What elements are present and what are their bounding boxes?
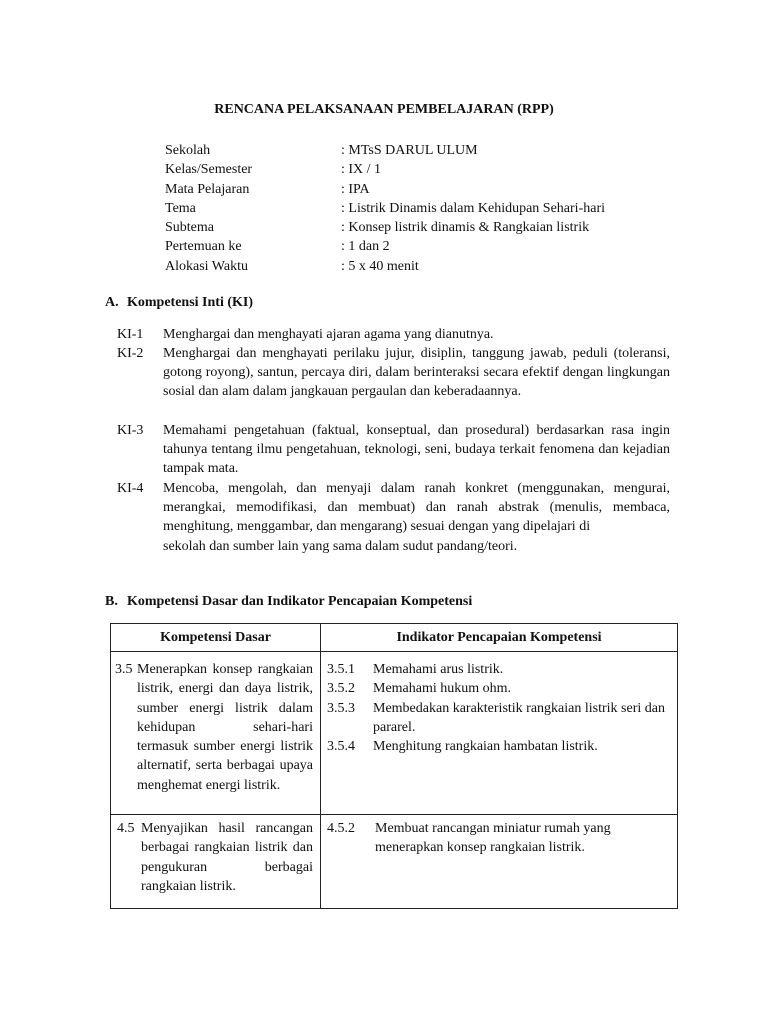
column-header-indicator: Indikator Pencapaian Kompetensi (321, 624, 678, 652)
section-title: Kompetensi Inti (KI) (127, 295, 253, 310)
identity-value: : Listrik Dinamis dalam Kehidupan Sehari-hari (341, 201, 605, 216)
indicator-text: Memahami hukum ohm. (373, 681, 512, 697)
identity-label: Pertemuan ke (165, 239, 242, 254)
indicator-number: 4.5.2 (327, 821, 355, 836)
column-header-kd: Kompetensi Dasar (111, 624, 321, 652)
ki-code: KI-2 (117, 346, 144, 361)
document-title: RENCANA PELAKSANAAN PEMBELAJARAN (RPP) (214, 102, 554, 117)
identity-label: Mata Pelajaran (165, 182, 250, 197)
indicator-item (327, 737, 671, 756)
indicator-item (327, 699, 671, 738)
identity-value: : 1 dan 2 (341, 239, 390, 254)
section-title: Kompetensi Dasar dan Indikator Pencapaian Kompetensi (127, 594, 473, 609)
indicator-item (327, 819, 647, 858)
ki-text: Menghargai dan menghayati perilaku jujur, disiplin, tanggung jawab, peduli (toleransi, gotong royong), santun, percaya diri, dalam berinteraksi secara efektif dengan lingkungan sosial dan alam dalam jangkauan pergaulan dan keberadaannya. (163, 346, 670, 400)
ki-code: KI-1 (117, 327, 144, 342)
indicator-list (321, 815, 677, 858)
indicator-number: 3.5.4 (327, 739, 355, 755)
indicator-cell (321, 652, 678, 815)
ki-text: Menghargai dan menghayati ajaran agama yang dianutnya. (163, 327, 494, 342)
indicator-item (327, 679, 671, 698)
kd-content (111, 815, 320, 896)
section-a-heading (105, 295, 253, 311)
indicator-text: Membedakan karakteristik rangkaian listrik seri dan pararel. (373, 700, 665, 735)
kd-text: Menyajikan hasil rancangan berbagai rangkaian listrik dan pengukuran berbagai rangkaian listrik. (141, 821, 313, 894)
section-b-heading (105, 594, 472, 610)
indicator-cell (321, 815, 678, 909)
ki-text-part: Mencoba, mengolah, dan menyaji dalam ranah konkret (menggunakan, mengurai, merangkai, memodifikasi, dan membuat) dan ranah abstrak (menulis, membaca, menghitung, menggambar, dan mengarang) sesuai dengan yang dipelajari di (163, 481, 670, 535)
indicator-text: Memahami arus listrik. (373, 662, 504, 677)
indicator-list (321, 652, 677, 756)
identity-label: Tema (165, 201, 196, 216)
kd-cell (111, 652, 321, 815)
ki-text (163, 479, 670, 556)
identity-label: Alokasi Waktu (165, 259, 248, 274)
ki-text: Memahami pengetahuan (faktual, konseptual, dan prosedural) berdasarkan rasa ingin tahunya tentang ilmu pengetahuan, teknologi, seni, budaya terkait fenomena dan kejadian tampak mata. (163, 423, 670, 477)
table-header-row (111, 624, 678, 652)
identity-value: : 5 x 40 menit (341, 259, 419, 274)
identity-value: : IPA (341, 182, 370, 197)
indicator-number: 3.5.1 (327, 662, 355, 677)
kd-number: 3.5 (115, 662, 133, 677)
identity-value: : MTsS DARUL ULUM (341, 143, 478, 158)
table-row (111, 815, 678, 909)
indicator-number: 3.5.3 (327, 700, 355, 716)
ki-code: KI-3 (117, 423, 144, 438)
table-row (111, 652, 678, 815)
identity-value: : Konsep listrik dinamis & Rangkaian listrik (341, 220, 590, 235)
kd-cell (111, 815, 321, 909)
section-letter: B. (105, 594, 118, 609)
ki-code: KI-4 (117, 481, 144, 496)
identity-label: Kelas/Semester (165, 162, 253, 177)
kd-content (111, 652, 320, 795)
indicator-text: Membuat rancangan miniatur rumah yang menerapkan konsep rangkaian listrik. (375, 821, 611, 856)
kd-number: 4.5 (117, 821, 135, 836)
section-letter: A. (105, 295, 119, 310)
indicator-text: Menghitung rangkaian hambatan listrik. (373, 739, 598, 755)
identity-value: : IX / 1 (341, 162, 382, 177)
identity-label: Sekolah (165, 143, 211, 158)
ki-text-part: sekolah dan sumber lain yang sama dalam sudut pandang/teori. (163, 538, 518, 554)
indicator-item (327, 660, 671, 679)
identity-label: Subtema (165, 220, 214, 235)
kd-text: Menerapkan konsep rangkaian listrik, energi dan daya listrik, sumber energi listrik dalam kehidupan sehari-hari termasuk sumber energi listrik alternatif, serta berbagai upaya menghemat energi listrik. (137, 662, 313, 793)
indicator-number: 3.5.2 (327, 681, 355, 697)
competency-table (110, 623, 678, 909)
